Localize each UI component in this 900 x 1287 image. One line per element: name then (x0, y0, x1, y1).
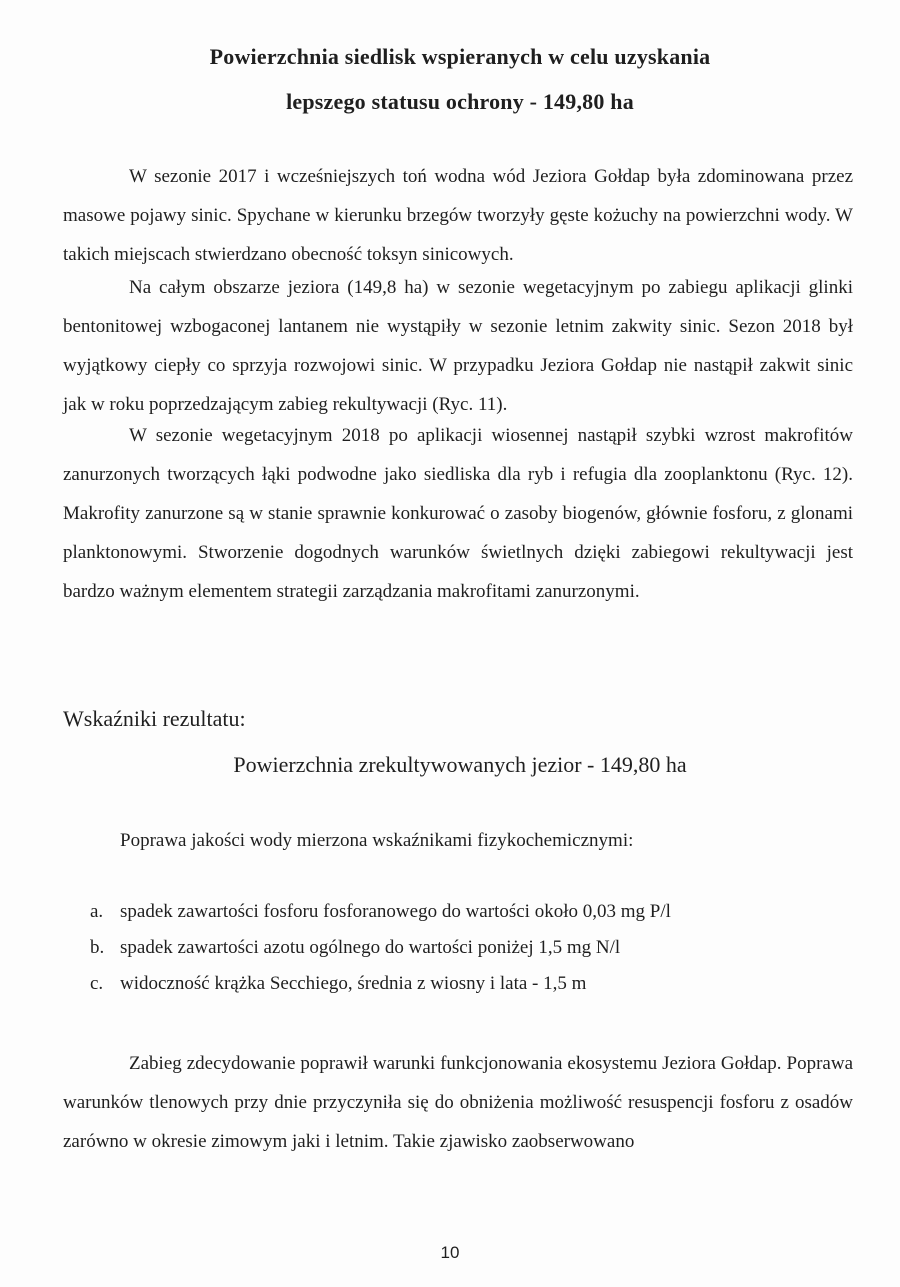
indicator-text: spadek zawartości fosforu fosforanowego do wartości około 0,03 mg P/l (120, 901, 671, 922)
indicator-item-c (90, 973, 586, 995)
paragraph-3: W sezonie wegetacyjnym 2018 po aplikacji wiosennej nastąpił szybki wzrost makrofitów zanurzonych tworzących łąki podwodne jako siedliska dla ryb i refugia dla zooplanktonu (Ryc. 12). Makrofity zanurzone są w stanie sprawnie konkurować o zasoby biogenów, głównie fosforu, z glonami planktonowymi. Stworzenie dogodnych warunków świetlnych dzięki zabiegowi rekultywacji jest bardzo ważnym elementem strategii zarządzania makrofitami zanurzonymi. (63, 425, 853, 602)
closing-paragraph: Zabieg zdecydowanie poprawił warunki funkcjonowania ekosystemu Jeziora Gołdap. Poprawa warunków tlenowych przy dnie przyczyniła się do obniżenia możliwość resuspencji fosforu z osadów zarówno w okresie zimowym jaki i letnim. Takie zjawisko zaobserwowano (63, 1053, 853, 1152)
indicator-text: spadek zawartości azotu ogólnego do wartości poniżej 1,5 mg N/l (120, 937, 621, 958)
list-marker: c. (90, 973, 104, 994)
quality-intro: Poprawa jakości wody mierzona wskaźnikami fizykochemicznymi: (120, 830, 634, 851)
section-title-line-1: Powierzchnia siedlisk wspieranych w celu uzyskania (209, 44, 711, 69)
results-heading: Wskaźniki rezultatu: (63, 706, 246, 731)
paragraph-2: Na całym obszarze jeziora (149,8 ha) w sezonie wegetacyjnym po zabiegu aplikacji glinki bentonitowej wzbogaconej lantanem nie wystąpiły w sezonie letnim zakwity sinic. Sezon 2018 był wyjątkowy ciepły co sprzyja rozwojowi sinic. W przypadku Jeziora Gołdap nie nastąpił zakwit sinic jak w roku poprzedzającym zabieg rekultywacji (Ryc. 11). (63, 277, 853, 415)
indicator-item-a (90, 901, 671, 923)
paragraph-1: W sezonie 2017 i wcześniejszych toń wodna wód Jeziora Gołdap była zdominowana przez masowe pojawy sinic. Spychane w kierunku brzegów tworzyły gęste kożuchy na powierzchni wody. W takich miejscach stwierdzano obecność toksyn sinicowych. (63, 166, 853, 265)
list-marker: b. (90, 937, 105, 958)
results-subheading: Powierzchnia zrekultywowanych jezior - 149,80 ha (233, 752, 687, 777)
page-number: 10 (440, 1243, 460, 1262)
indicator-text: widoczność krążka Secchiego, średnia z wiosny i lata - 1,5 m (120, 973, 587, 994)
section-title-line-2: lepszego statusu ochrony - 149,80 ha (286, 89, 634, 114)
indicator-item-b (90, 937, 620, 959)
list-marker: a. (90, 901, 104, 922)
